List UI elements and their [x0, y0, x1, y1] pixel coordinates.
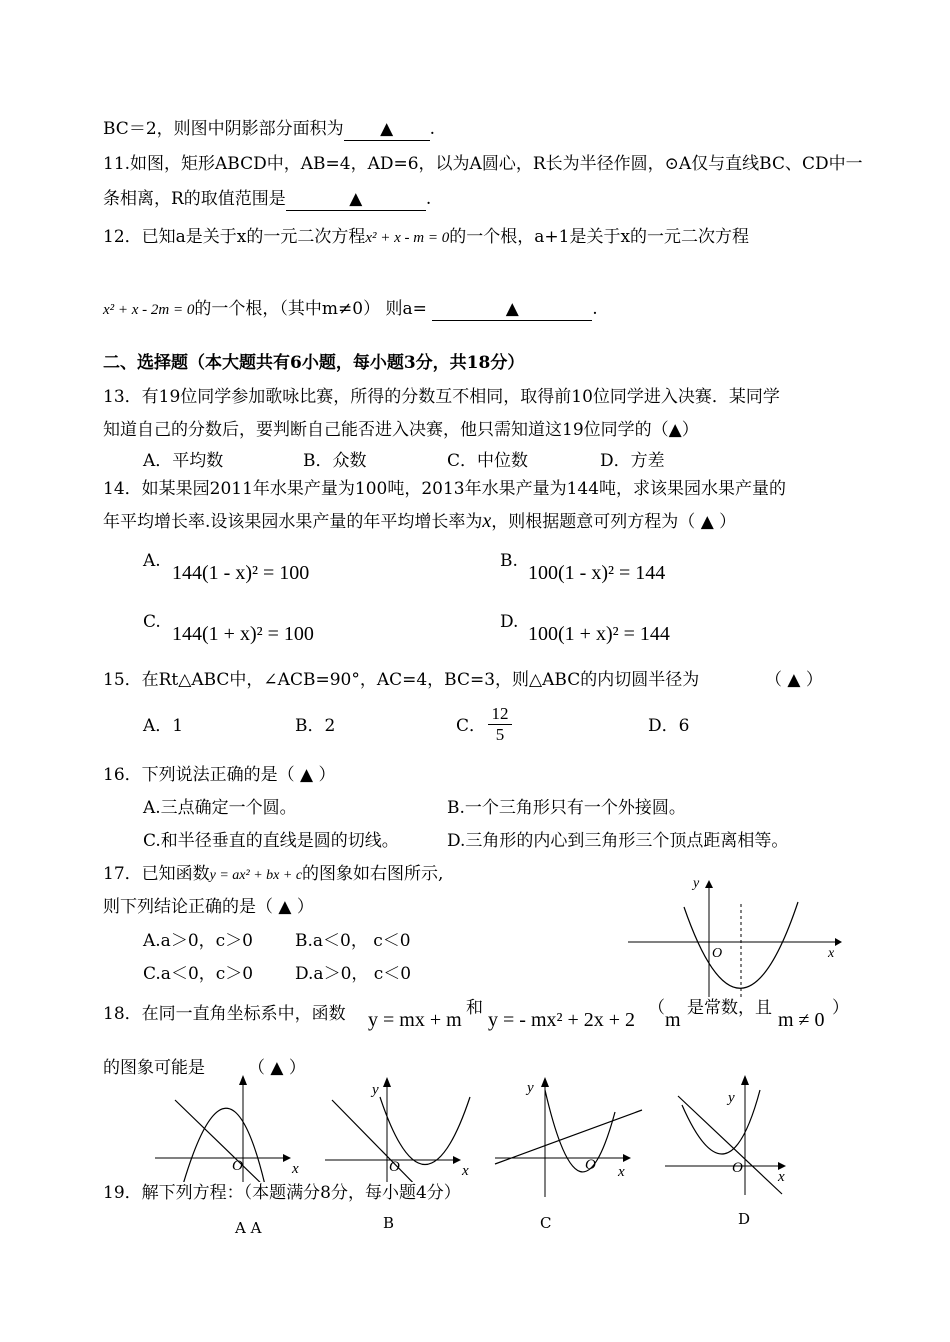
q18-answer: （ ▲ ）	[248, 1058, 306, 1078]
q12-text3: 的一个根，（其中m≠0） 则a=	[194, 299, 427, 319]
q15-option-c[interactable]: C．	[456, 716, 487, 736]
q17-text2: 的图象如右图所示,	[302, 864, 444, 884]
q15-option-b[interactable]: B．2	[295, 716, 336, 736]
q17-line1	[103, 863, 443, 887]
q14-option-a[interactable]: 144(1 - x)² = 100	[172, 562, 310, 584]
q10-tail	[103, 118, 435, 141]
q17-option-c[interactable]: C.a＜0，c＞0	[143, 964, 254, 984]
q10-text: BC＝2，则图中阴影部分面积为	[103, 119, 344, 139]
q12-text2: 的一个根，a+1是关于x的一元二次方程	[449, 227, 750, 247]
x-axis-arrow	[283, 1154, 291, 1162]
numerator: 12	[491, 704, 509, 723]
label-c: C	[540, 1214, 552, 1232]
q16-option-b[interactable]: B.一个三角形只有一个外接圆。	[447, 798, 686, 818]
answer-blank[interactable]	[344, 118, 430, 141]
q14-option-b[interactable]: 100(1 - x)² = 144	[528, 562, 666, 584]
q18-eq1: y = mx + m	[368, 1009, 462, 1031]
x-label: x	[618, 1164, 625, 1180]
origin-label: O	[712, 946, 723, 961]
y-label: y	[372, 1082, 379, 1098]
parabola	[684, 902, 798, 988]
q18-text: 18．在同一直角坐标系中，函数	[103, 1004, 346, 1024]
q13-option-c[interactable]: C．中位数	[447, 451, 529, 471]
q14-text: 年平均增长率.设该果园水果产量的年平均增长率为	[103, 512, 483, 532]
y-axis-arrow	[705, 880, 713, 888]
x-label: x	[462, 1163, 469, 1179]
parabola	[682, 1090, 760, 1154]
y-label: y	[728, 1090, 735, 1106]
q14-option-c[interactable]: 144(1 + x)² = 100	[172, 623, 314, 645]
q15-option-d[interactable]: D．6	[648, 716, 690, 736]
parabola	[182, 1108, 265, 1188]
q18-const: 是常数，且	[687, 998, 772, 1018]
y-label: y	[693, 876, 700, 891]
q13-line1: 13．有19位同学参加歌咏比赛，所得的分数互不相同，取得前10位同学进入决赛．某同学	[103, 387, 780, 407]
x-label: x	[778, 1169, 785, 1185]
q14-option-b-label[interactable]: B.	[500, 551, 518, 571]
q18-graph-c[interactable]	[490, 1072, 645, 1202]
q13-option-b[interactable]: B．众数	[303, 451, 367, 471]
answer-blank[interactable]	[286, 188, 426, 211]
q13-line2: 知道自己的分数后，要判断自己能否进入决赛，他只需知道这19位同学的（▲）	[103, 420, 699, 440]
q15-answer: （ ▲ ）	[765, 670, 823, 690]
q17-option-d[interactable]: D.a＞0， c＜0	[295, 964, 412, 984]
q14-line2	[103, 510, 736, 533]
equation: x² + x - 2m = 0	[103, 302, 195, 318]
q12-text: 12．已知a是关于x的一元二次方程	[103, 227, 366, 247]
y-axis-arrow	[541, 1077, 549, 1087]
q13-option-a[interactable]: A．平均数	[143, 451, 224, 471]
x-axis-arrow	[453, 1156, 461, 1164]
q15-option-a[interactable]: A．1	[143, 716, 184, 736]
triangle-mark: ▲	[349, 189, 363, 209]
q15-fraction[interactable]	[488, 704, 512, 745]
period: .	[429, 119, 436, 139]
period: .	[592, 299, 598, 319]
q17-text: 17．已知函数	[103, 864, 210, 884]
q18-eq2: y = - mx² + 2x + 2	[488, 1009, 636, 1031]
q15-stem: 15．在Rt△ABC中，∠ACB=90°，AC=4，BC=3，则△ABC的内切圆半径为	[103, 670, 700, 690]
q14-text2: ，则根据题意可列方程为（ ▲ ）	[491, 512, 737, 532]
q18-graph-d[interactable]	[660, 1070, 800, 1200]
q11-line1: 11.如图，矩形ABCD中，AB=4，AD=6，以为A圆心，R长为半径作圆，⊙A仅与直线BC、CD中一	[103, 154, 863, 174]
q18-line1	[103, 1003, 346, 1025]
x-axis-arrow	[623, 1154, 631, 1162]
q14-option-d-label[interactable]: D.	[500, 612, 519, 632]
x-axis-arrow	[835, 938, 842, 946]
q16-option-a[interactable]: A.三点确定一个圆。	[143, 798, 297, 818]
answer-blank[interactable]	[432, 298, 592, 321]
y-axis-arrow	[383, 1077, 391, 1087]
q14-line1: 14．如某果园2011年水果产量为100吨，2013年水果产量为144吨，求该果园水果产量的	[103, 479, 787, 499]
q11-line2	[103, 188, 431, 211]
parabola	[380, 1097, 470, 1165]
origin-label: O	[585, 1157, 596, 1173]
equation: x² + x - m = 0	[365, 230, 450, 246]
q17-option-a[interactable]: A.a＞0，c＞0	[143, 931, 253, 951]
q16-stem: 16．下列说法正确的是（ ▲ ）	[103, 765, 336, 785]
q12-line2	[103, 298, 598, 321]
y-axis-arrow	[741, 1075, 749, 1085]
q16-option-c[interactable]: C.和半径垂直的直线是圆的切线。	[143, 831, 399, 851]
q18-paren-close: ）	[832, 998, 849, 1018]
q14-option-c-label[interactable]: C.	[143, 612, 161, 632]
triangle-mark: ▲	[380, 119, 394, 139]
origin-label: O	[732, 1160, 743, 1176]
q16-option-d[interactable]: D.三角形的内心到三角形三个顶点距离相等。	[447, 831, 789, 851]
q18-text2: 的图象可能是	[103, 1058, 205, 1078]
x-label: x	[292, 1161, 299, 1177]
y-axis-arrow	[239, 1075, 247, 1085]
q13-option-d[interactable]: D．方差	[600, 451, 665, 471]
q18-graph-a[interactable]	[150, 1070, 310, 1200]
q14-option-d[interactable]: 100(1 + x)² = 144	[528, 623, 670, 645]
origin-label: O	[232, 1158, 243, 1174]
q18-cond: m ≠ 0	[778, 1009, 825, 1031]
parabola	[545, 1090, 615, 1172]
equation: y = ax² + bx + c	[209, 868, 303, 883]
q18-m: m	[665, 1009, 681, 1031]
q18-paren: （	[648, 998, 665, 1018]
origin-label: O	[389, 1159, 400, 1175]
q17-line2: 则下列结论正确的是（ ▲ ）	[103, 897, 314, 917]
q19-stem: 19．解下列方程：（本题满分8分，每小题4分）	[103, 1183, 461, 1203]
line	[495, 1110, 642, 1164]
q12-line1	[103, 226, 749, 249]
denominator: 5	[488, 724, 512, 745]
q14-option-a-label[interactable]: A.	[143, 551, 161, 571]
label-a: A A	[235, 1219, 262, 1237]
variable-x: x	[482, 510, 492, 532]
label-b: B	[383, 1214, 395, 1232]
period: .	[425, 189, 432, 209]
y-label: y	[527, 1080, 534, 1096]
q11-text: 条相离，R的取值范围是	[103, 189, 286, 209]
section-title: 二、选择题（本大题共有6小题，每小题3分，共18分）	[103, 353, 525, 373]
label-d: D	[738, 1210, 751, 1228]
q18-and: 和	[466, 998, 483, 1018]
q17-option-b[interactable]: B.a＜0， c＜0	[295, 931, 411, 951]
q17-parabola-graph	[620, 872, 845, 1002]
triangle-mark: ▲	[505, 299, 519, 319]
x-label: x	[828, 946, 835, 961]
line	[678, 1096, 782, 1194]
